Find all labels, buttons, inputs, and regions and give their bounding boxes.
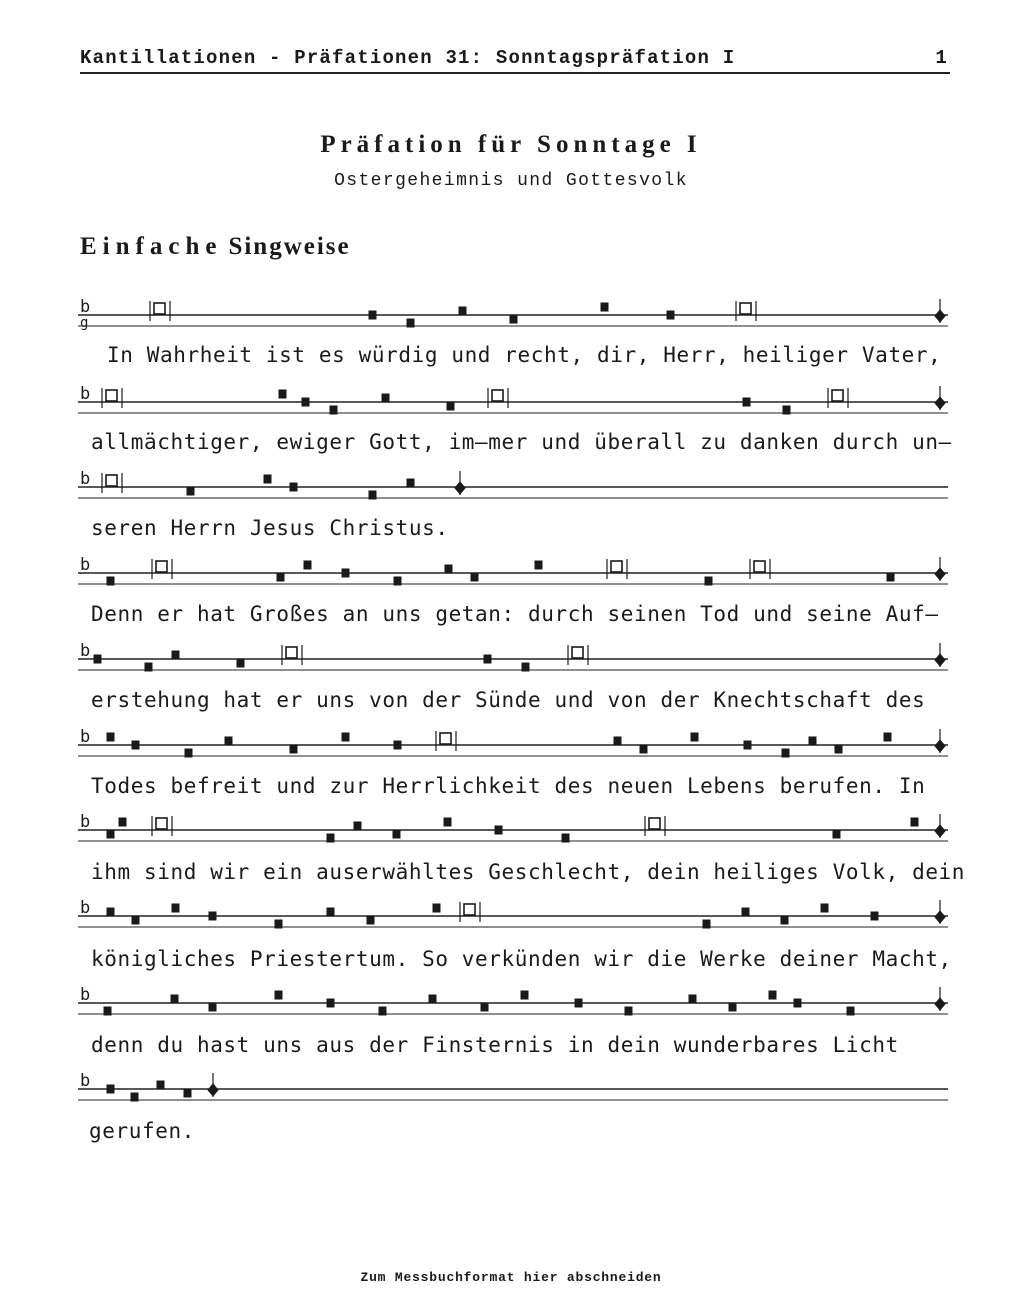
neume-note <box>342 733 349 741</box>
neume-note <box>145 663 152 671</box>
neume-note <box>522 663 529 671</box>
neume-note <box>887 573 894 581</box>
final-diamond-icon <box>935 911 945 923</box>
neume-note <box>407 479 414 487</box>
clef-g-mark: g <box>80 315 89 331</box>
recitation-box <box>649 818 660 829</box>
lyric-line: erstehung hat er uns von der Sünde und von der Knechtschaft des <box>91 688 926 712</box>
footer-note: Zum Messbuchformat hier abschneiden <box>360 1270 662 1285</box>
neume-note <box>729 1003 736 1011</box>
neume-note <box>185 749 192 757</box>
neume-note <box>264 475 271 483</box>
neume-note <box>535 561 542 569</box>
neume-note <box>744 741 751 749</box>
lyric-line: denn du hast uns aus der Finsternis in dein wunderbares Licht <box>91 1033 899 1057</box>
neume-note <box>104 1007 111 1015</box>
lyric-line: In Wahrheit ist es würdig und recht, dir, Herr, heiliger Vater, <box>107 343 942 367</box>
final-diamond-icon <box>935 397 945 409</box>
final-diamond-icon <box>935 310 945 322</box>
recitation-box <box>492 390 503 401</box>
neume-note <box>394 741 401 749</box>
neume-note <box>911 818 918 826</box>
recitation-box <box>156 818 167 829</box>
neume-note <box>742 908 749 916</box>
final-diamond-icon <box>208 1084 218 1096</box>
neume-note <box>445 565 452 573</box>
neume-note <box>237 659 244 667</box>
neume-note <box>367 916 374 924</box>
neume-note <box>379 1007 386 1015</box>
neume-note <box>290 483 297 491</box>
section-heading-spaced: Einfache <box>80 233 223 260</box>
neume-note <box>354 822 361 830</box>
flat-clef-icon: b <box>80 297 91 317</box>
neume-note <box>871 912 878 920</box>
neume-note <box>327 834 334 842</box>
neume-note <box>625 1007 632 1015</box>
neume-note <box>172 651 179 659</box>
neume-note <box>833 830 840 838</box>
flat-clef-icon: b <box>80 812 91 832</box>
neume-note <box>107 908 114 916</box>
neume-note <box>302 398 309 406</box>
final-diamond-icon <box>935 568 945 580</box>
neume-note <box>821 904 828 912</box>
neume-note <box>809 737 816 745</box>
neume-note <box>459 307 466 315</box>
final-diamond-icon <box>455 482 465 494</box>
neume-note <box>703 920 710 928</box>
lyric-line: ihm sind wir ein auserwähltes Geschlecht, dein heiliges Volk, dein <box>91 860 966 884</box>
recitation-box <box>572 647 583 658</box>
neume-note <box>794 999 801 1007</box>
recitation-box <box>156 561 167 572</box>
flat-clef-icon: b <box>80 898 91 918</box>
lyric-line: königliches Priestertum. So verkünden wir die Werke deiner Macht, <box>91 947 952 971</box>
neume-note <box>484 655 491 663</box>
neume-note <box>184 1089 191 1097</box>
neume-note <box>382 394 389 402</box>
neume-note <box>447 402 454 410</box>
flat-clef-icon: b <box>80 555 91 575</box>
page-title: Präfation für Sonntage I <box>320 131 702 158</box>
page-number: 1 <box>935 47 948 69</box>
neume-note <box>393 830 400 838</box>
recitation-box <box>611 561 622 572</box>
final-diamond-icon <box>935 740 945 752</box>
neume-note <box>277 573 284 581</box>
section-heading-rest: Singweise <box>228 233 351 260</box>
recitation-box <box>754 561 765 572</box>
neume-note <box>640 745 647 753</box>
neume-note <box>369 491 376 499</box>
recitation-box <box>740 303 751 314</box>
neume-note <box>601 303 608 311</box>
neume-note <box>342 569 349 577</box>
clefs <box>80 297 90 1091</box>
neume-note <box>495 826 502 834</box>
neume-note <box>575 999 582 1007</box>
neume-note <box>187 487 194 495</box>
flat-clef-icon: b <box>80 384 91 404</box>
neume-note <box>131 1093 138 1101</box>
neume-note <box>783 406 790 414</box>
running-head-text: Kantillationen - Präfationen 31: Sonntagspräfation I <box>80 47 736 69</box>
neume-note <box>107 830 114 838</box>
neume-note <box>107 577 114 585</box>
neume-note <box>705 577 712 585</box>
neume-note <box>119 818 126 826</box>
neume-note <box>275 991 282 999</box>
final-diamond-icon <box>935 654 945 666</box>
flat-clef-icon: b <box>80 469 91 489</box>
recitation-box <box>832 390 843 401</box>
neume-note <box>225 737 232 745</box>
neume-note <box>107 733 114 741</box>
neume-note <box>471 573 478 581</box>
neume-note <box>330 406 337 414</box>
neume-note <box>275 920 282 928</box>
flat-clef-icon: b <box>80 641 91 661</box>
neume-note <box>781 916 788 924</box>
flat-clef-icon: b <box>80 985 91 1005</box>
neume-note <box>769 991 776 999</box>
lyric-line: seren Herrn Jesus Christus. <box>91 516 449 540</box>
neume-note <box>835 745 842 753</box>
final-diamond-icon <box>935 825 945 837</box>
neume-note <box>327 999 334 1007</box>
neume-note <box>94 655 101 663</box>
page-subtitle: Ostergeheimnis und Gottesvolk <box>334 171 688 191</box>
neume-note <box>444 818 451 826</box>
lyric-line: gerufen. <box>89 1119 195 1143</box>
recitation-box <box>106 475 117 486</box>
neume-note <box>132 916 139 924</box>
lyric-line: Todes befreit und zur Herrlichkeit des neuen Lebens berufen. In <box>91 774 926 798</box>
flat-clef-icon: b <box>80 727 91 747</box>
neume-note <box>290 745 297 753</box>
neume-note <box>429 995 436 1003</box>
neume-note <box>481 1003 488 1011</box>
recitation-box <box>464 904 475 915</box>
neume-note <box>847 1007 854 1015</box>
neume-note <box>132 741 139 749</box>
neume-note <box>407 319 414 327</box>
recitation-box <box>154 303 165 314</box>
neume-note <box>327 908 334 916</box>
neume-note <box>782 749 789 757</box>
neume-note <box>510 315 517 323</box>
neume-note <box>172 904 179 912</box>
neume-note <box>304 561 311 569</box>
lyric-line: allmächtiger, ewiger Gott, im—mer und überall zu danken durch un— <box>91 430 952 454</box>
neume-note <box>209 1003 216 1011</box>
recitation-box <box>440 733 451 744</box>
final-diamond-icon <box>935 998 945 1010</box>
neume-note <box>521 991 528 999</box>
neume-note <box>562 834 569 842</box>
recitation-box <box>286 647 297 658</box>
flat-clef-icon: b <box>80 1071 91 1091</box>
neume-note <box>691 733 698 741</box>
neume-note <box>157 1081 164 1089</box>
neume-note <box>667 311 674 319</box>
neume-note <box>614 737 621 745</box>
neume-note <box>279 390 286 398</box>
neume-note <box>209 912 216 920</box>
neume-note <box>689 995 696 1003</box>
neume-note <box>743 398 750 406</box>
neume-note <box>433 904 440 912</box>
neume-note <box>171 995 178 1003</box>
recitation-box <box>106 390 117 401</box>
neume-note <box>369 311 376 319</box>
neume-note <box>107 1085 114 1093</box>
neume-note <box>884 733 891 741</box>
neume-note <box>394 577 401 585</box>
lyric-line: Denn er hat Großes an uns getan: durch seinen Tod und seine Auf— <box>91 602 939 626</box>
